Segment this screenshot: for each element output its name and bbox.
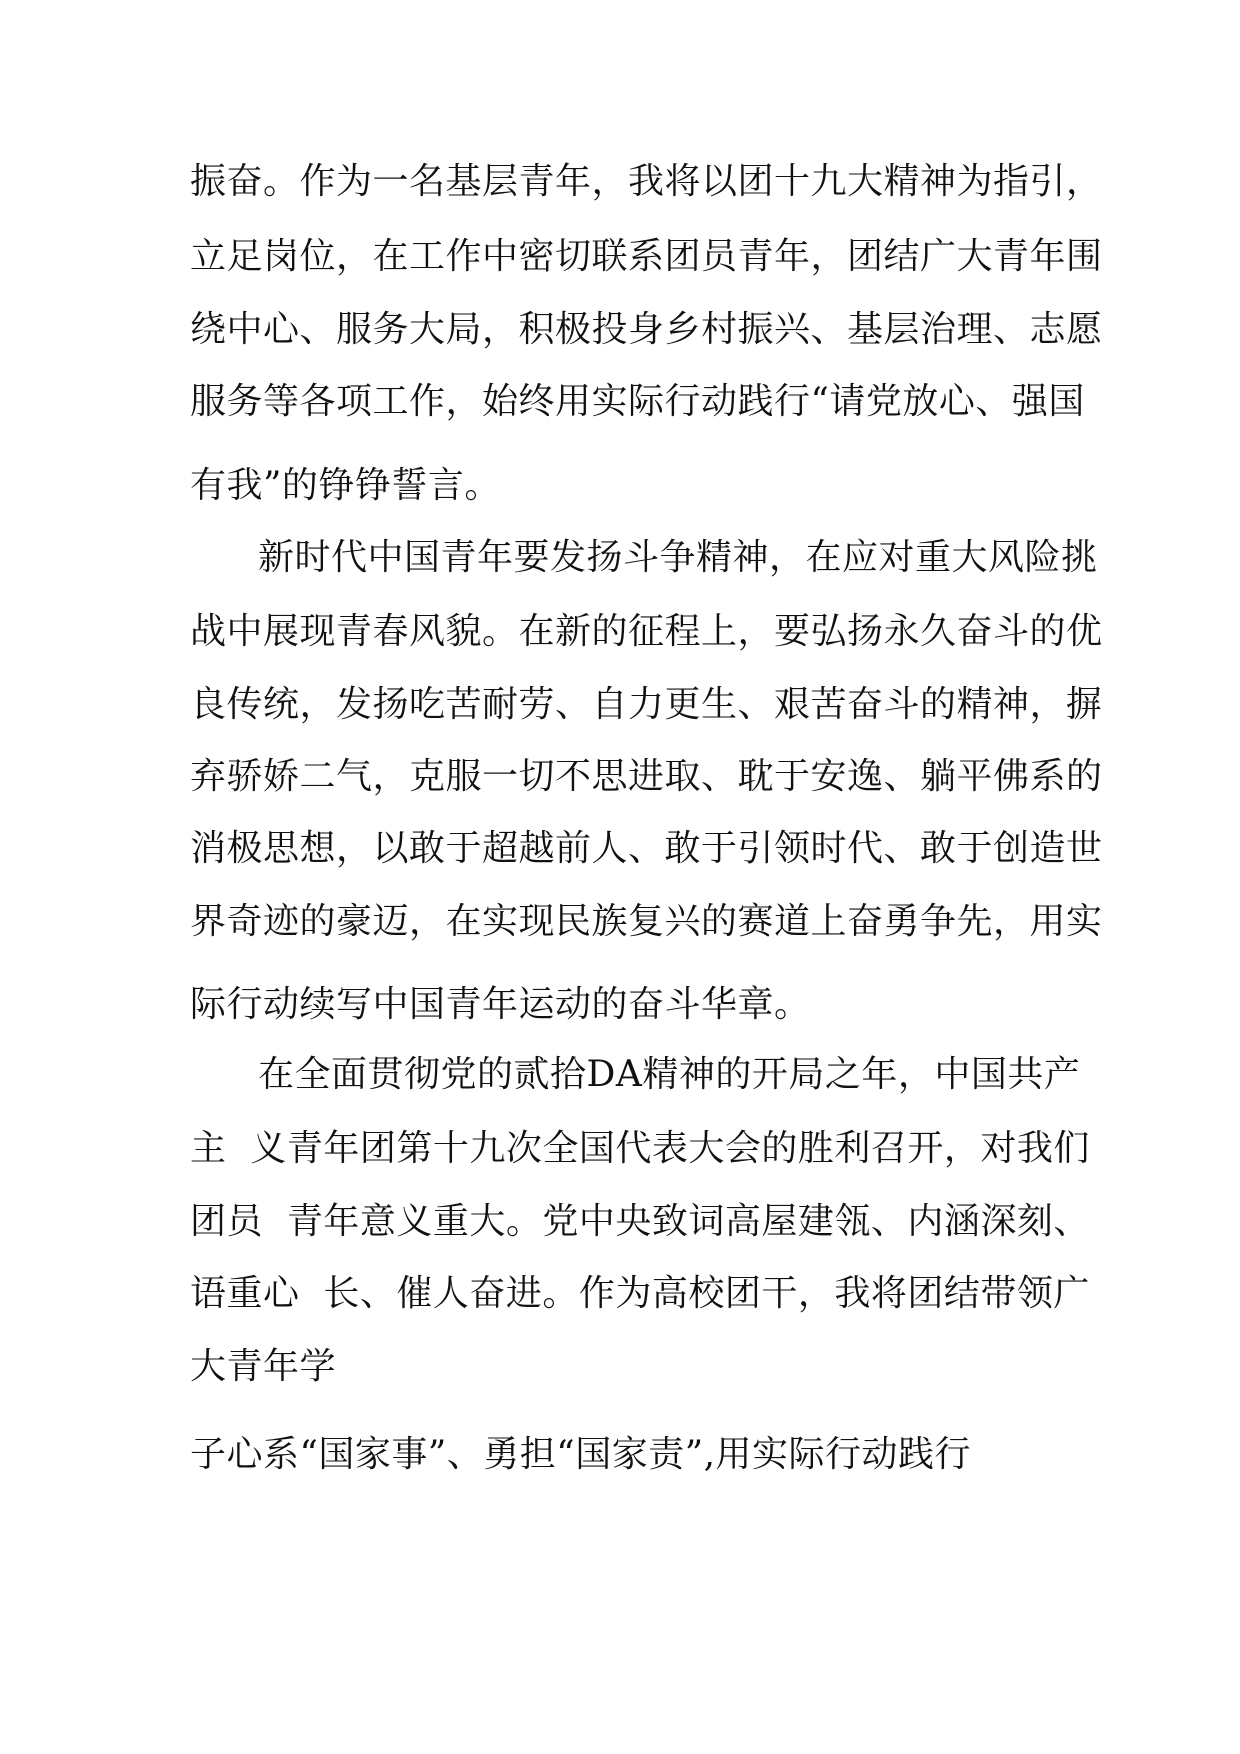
text-line: 良传统，发扬吃苦耐劳、自力更生、艰苦奋斗的精神，摒 <box>190 684 1103 725</box>
text-line: 大青年学 <box>190 1346 337 1387</box>
text-line: 界奇迹的豪迈，在实现民族复兴的赛道上奋勇争先，用实 <box>190 901 1103 942</box>
paragraph-first-line: 在全面贯彻党的贰拾DA精神的开局之年，中国共产 <box>258 1054 1081 1095</box>
text-line: 战中展现青春风貌。在新的征程上，要弘扬永久奋斗的优 <box>190 611 1103 652</box>
paragraph-first-line: 新时代中国青年要发扬斗争精神，在应对重大风险挑 <box>258 537 1098 578</box>
text-line: 立足岗位，在工作中密切联系团员青年，团结广大青年围 <box>190 236 1103 277</box>
text-line: 弃骄娇二气，克服一切不思进取、耽于安逸、躺平佛系的 <box>190 756 1103 797</box>
text-line: 振奋。作为一名基层青年，我将以团十九大精神为指引， <box>190 161 1103 202</box>
text-line: 消极思想，以敢于超越前人、敢于引领时代、敢于创造世 <box>190 828 1103 869</box>
text-line: 绕中心、服务大局，积极投身乡村振兴、基层治理、志愿 <box>190 309 1103 350</box>
text-line: 际行动续写中国青年运动的奋斗华章。 <box>190 984 811 1025</box>
text-line: 团员 青年意义重大。党中央致词高屋建瓴、内涵深刻、 <box>190 1201 1090 1242</box>
text-line: 服务等各项工作，始终用实际行动践行“请党放心、强国 <box>190 381 1085 422</box>
text-line: 主 义青年团第十九次全国代表大会的胜利召开，对我们 <box>190 1128 1090 1169</box>
text-line: 子心系“国家事”、勇担“国家责”,用实际行动践行 <box>190 1434 972 1475</box>
text-line: 语重心 长、催人奋进。作为高校团干，我将团结带领广 <box>190 1273 1090 1314</box>
text-line: 有我”的铮铮誓言。 <box>190 465 501 506</box>
